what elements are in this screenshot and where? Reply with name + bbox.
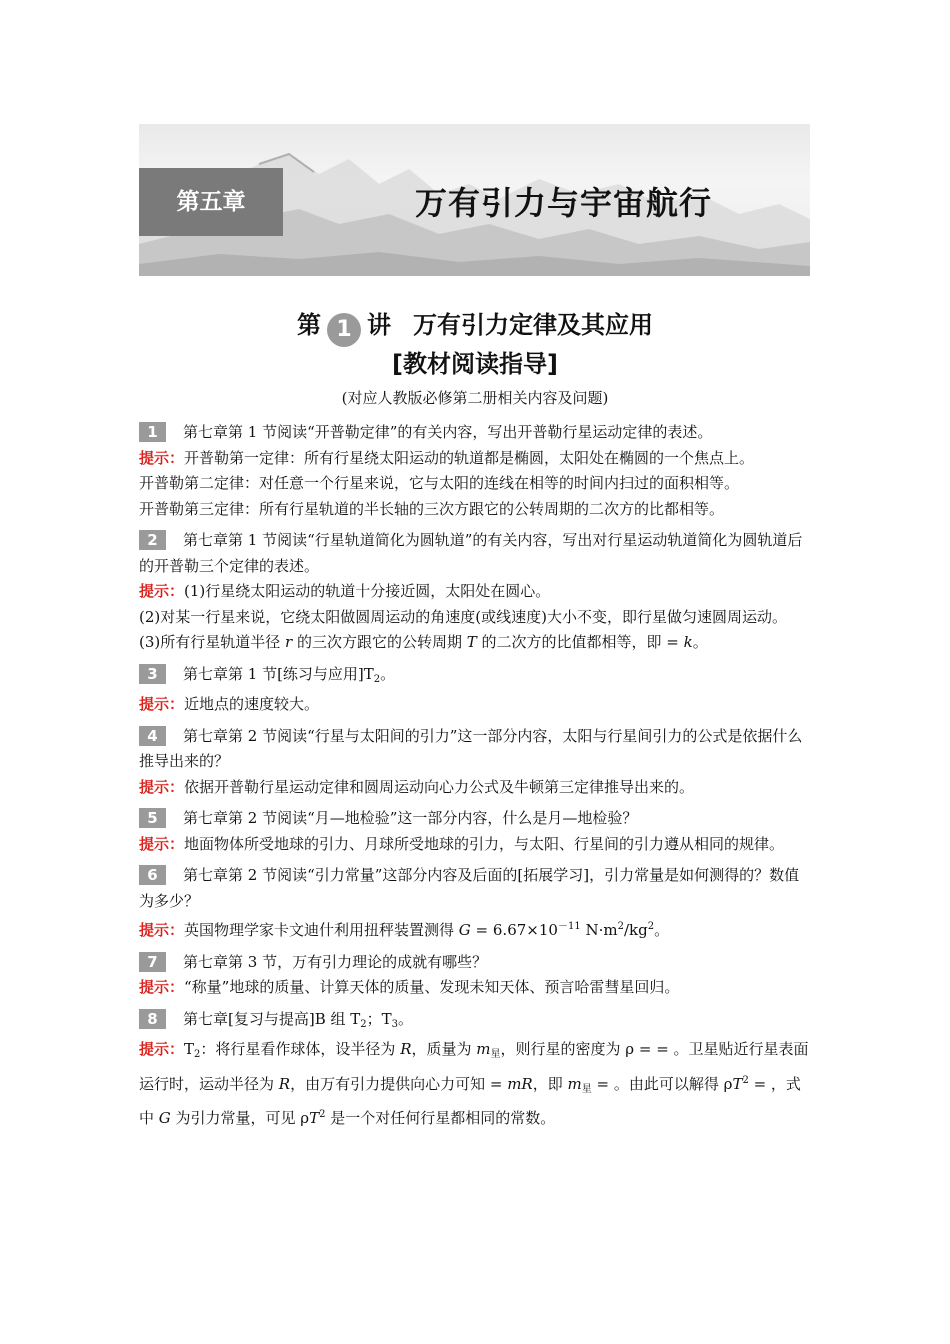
hint-label: 提示： — [139, 448, 185, 467]
question-3 — [139, 662, 811, 693]
question-1 — [139, 420, 811, 446]
question-text: 。 — [380, 664, 396, 683]
question-text: 第七章[复习与提高]B 组 T — [183, 1009, 361, 1028]
answer-text: “称量”地球的质量、计算天体的质量、发现未知天体、预言哈雷彗星回归。 — [184, 978, 680, 996]
lecture-name: 万有引力定律及其应用 — [413, 311, 653, 339]
lecture-number-badge: 1 — [327, 313, 361, 347]
question-number-badge: 6 — [139, 865, 166, 885]
subscript: 星 — [581, 1083, 592, 1095]
question-number-badge: 8 — [139, 1009, 166, 1029]
answer-text: = 6.67×10 — [470, 921, 558, 939]
question-6 — [139, 863, 811, 914]
question-text: ；T — [366, 1009, 392, 1028]
question-text: 第七章第 2 节阅读“月—地检验”这一部分内容，什么是月—地检验？ — [183, 809, 638, 827]
answer-text: = ，式中 — [139, 1074, 801, 1127]
hint-label: 提示： — [139, 1040, 185, 1058]
lecture-label: 讲 — [367, 311, 391, 339]
hint-label: 提示： — [139, 921, 185, 939]
hint-label: 提示： — [139, 582, 185, 600]
answer-text: 。 — [654, 921, 670, 939]
subscript: 2 — [194, 1049, 201, 1060]
answer-5 — [139, 832, 811, 858]
answer-text: ：将行星看作球体，设半径为 — [200, 1040, 401, 1058]
chapter-banner — [139, 124, 810, 276]
question-text: 。 — [398, 1009, 414, 1028]
question-number-badge: 1 — [139, 422, 166, 442]
answer-text: 是一个对任何行星都相同的常数。 — [325, 1109, 556, 1127]
hint-label: 提示： — [139, 695, 185, 713]
question-number-badge: 7 — [139, 952, 166, 972]
superscript: 2 — [742, 1074, 749, 1086]
question-text: 第七章第 1 节阅读“行星轨道简化为圆轨道”的有关内容，写出对行星运动轨道简化为圆轨道后的开普勒三个定律的表述。 — [139, 531, 803, 575]
question-list — [139, 414, 811, 1132]
symbol-m: m — [567, 1074, 582, 1093]
answer-text: 地面物体所受地球的引力、月球所受地球的引力，与太阳、行星间的引力遵从相同的规律。 — [184, 834, 785, 853]
answer-4 — [139, 775, 811, 801]
answer-text: ，即 — [532, 1074, 568, 1093]
superscript: －11 — [557, 921, 581, 932]
question-text: 第七章第 2 节阅读“引力常量”这部分内容及后面的[拓展学习]，引力常量是如何测得的？数值为多少？ — [139, 866, 800, 910]
symbol-G: G — [458, 921, 471, 939]
lecture-title — [0, 305, 950, 347]
hint-label: 提示： — [139, 777, 185, 796]
question-5 — [139, 806, 811, 832]
hint-label: 提示： — [139, 978, 185, 996]
subscript: 2 — [360, 1018, 367, 1030]
symbol-R: R — [278, 1074, 291, 1093]
answer-text: = 。由此可以解得 ρ — [591, 1074, 733, 1093]
symbol-R: R — [400, 1040, 412, 1058]
symbol-r: r — [285, 633, 293, 651]
symbol-G: G — [158, 1109, 171, 1127]
answer-1-line-2: 开普勒第二定律：对任意一个行星来说，它与太阳的连线在相等的时间内扫过的面积相等。 — [139, 474, 740, 492]
answer-text: 近地点的速度较大。 — [184, 695, 320, 713]
question-2 — [139, 528, 811, 579]
question-4 — [139, 724, 811, 775]
question-text: 第七章第 3 节，万有引力理论的成就有哪些？ — [183, 952, 488, 971]
answer-text: 为引力常量，可见 ρ — [170, 1109, 310, 1127]
symbol-T: T — [732, 1074, 743, 1093]
symbol-T: T — [309, 1109, 320, 1127]
question-8 — [139, 1007, 811, 1038]
answer-text: N·m — [580, 921, 618, 939]
answer-text: 的三次方跟它的公转周期 — [292, 633, 467, 651]
answer-2-line-2: (2)对某一行星来说，它绕太阳做圆周运动的角速度(或线速度)大小不变，即行星做匀速圆周运动。 — [139, 607, 787, 626]
answer-text: 开普勒第一定律：所有行星绕太阳运动的轨道都是椭圆，太阳处在椭圆的一个焦点上。 — [184, 448, 755, 467]
symbol-m: m — [476, 1040, 491, 1058]
subscript: 星 — [490, 1049, 501, 1060]
question-text: 第七章第 2 节阅读“行星与太阳间的引力”这一部分内容，太阳与行星间引力的公式是依据什么推导出来的？ — [139, 726, 803, 770]
question-number-badge: 3 — [139, 664, 166, 684]
answer-text: (1)行星绕太阳运动的轨道十分接近圆，太阳处在圆心。 — [184, 582, 551, 600]
answer-text: ，则行星的密度为 ρ = = 。卫星贴近行星表面运行时，运动半径为 — [139, 1040, 809, 1093]
answer-text: ，质量为 — [411, 1040, 477, 1058]
edition-note: (对应人教版必修第二册相关内容及问题) — [341, 389, 609, 407]
answer-text: ，由万有引力提供向心力可知 = — [290, 1074, 508, 1093]
answer-text: T — [184, 1040, 195, 1058]
answer-text: 的二次方的比值都相等，即 = — [476, 633, 684, 651]
answer-text: /kg — [623, 921, 648, 939]
symbol-T: T — [466, 633, 477, 651]
subscript: 2 — [373, 673, 381, 685]
question-text: 第七章第 1 节阅读“开普勒定律”的有关内容，写出开普勒行星运动定律的表述。 — [183, 423, 713, 441]
symbol-mR: mR — [507, 1074, 533, 1093]
answer-text: 英国物理学家卡文迪什利用扭秤装置测得 — [184, 921, 459, 939]
answer-8 — [139, 1037, 811, 1132]
superscript: 2 — [647, 921, 655, 932]
answer-2-line-3 — [139, 630, 811, 656]
subscript: 3 — [391, 1018, 399, 1030]
answer-7 — [139, 975, 811, 1001]
answer-text: 。 — [692, 633, 708, 651]
answer-1-line-3: 开普勒第三定律：所有行星轨道的半长轴的三次方跟它的公转周期的二次方的比都相等。 — [139, 499, 725, 518]
question-text: 第七章第 1 节[练习与应用]T — [183, 664, 374, 683]
question-number-badge: 4 — [139, 726, 166, 746]
answer-1 — [139, 446, 811, 472]
superscript: 2 — [319, 1109, 326, 1120]
hint-label: 提示： — [139, 834, 185, 853]
question-number-badge: 2 — [139, 530, 166, 550]
answer-text: 依据开普勒行星运动定律和圆周运动向心力公式及牛顿第三定律推导出来的。 — [184, 777, 695, 796]
question-number-badge: 5 — [139, 808, 166, 828]
answer-text: (3)所有行星轨道半径 — [139, 633, 286, 651]
lecture-prefix: 第 — [297, 311, 321, 339]
answer-2 — [139, 579, 811, 605]
answer-3 — [139, 692, 811, 718]
symbol-k: k — [683, 633, 693, 651]
chapter-label: 第五章 — [139, 168, 283, 236]
answer-6 — [139, 914, 811, 944]
superscript: 2 — [617, 921, 624, 932]
question-7 — [139, 950, 811, 976]
section-heading: [教材阅读指导] — [392, 350, 558, 378]
chapter-title: 万有引力与宇宙航行 — [415, 184, 713, 222]
